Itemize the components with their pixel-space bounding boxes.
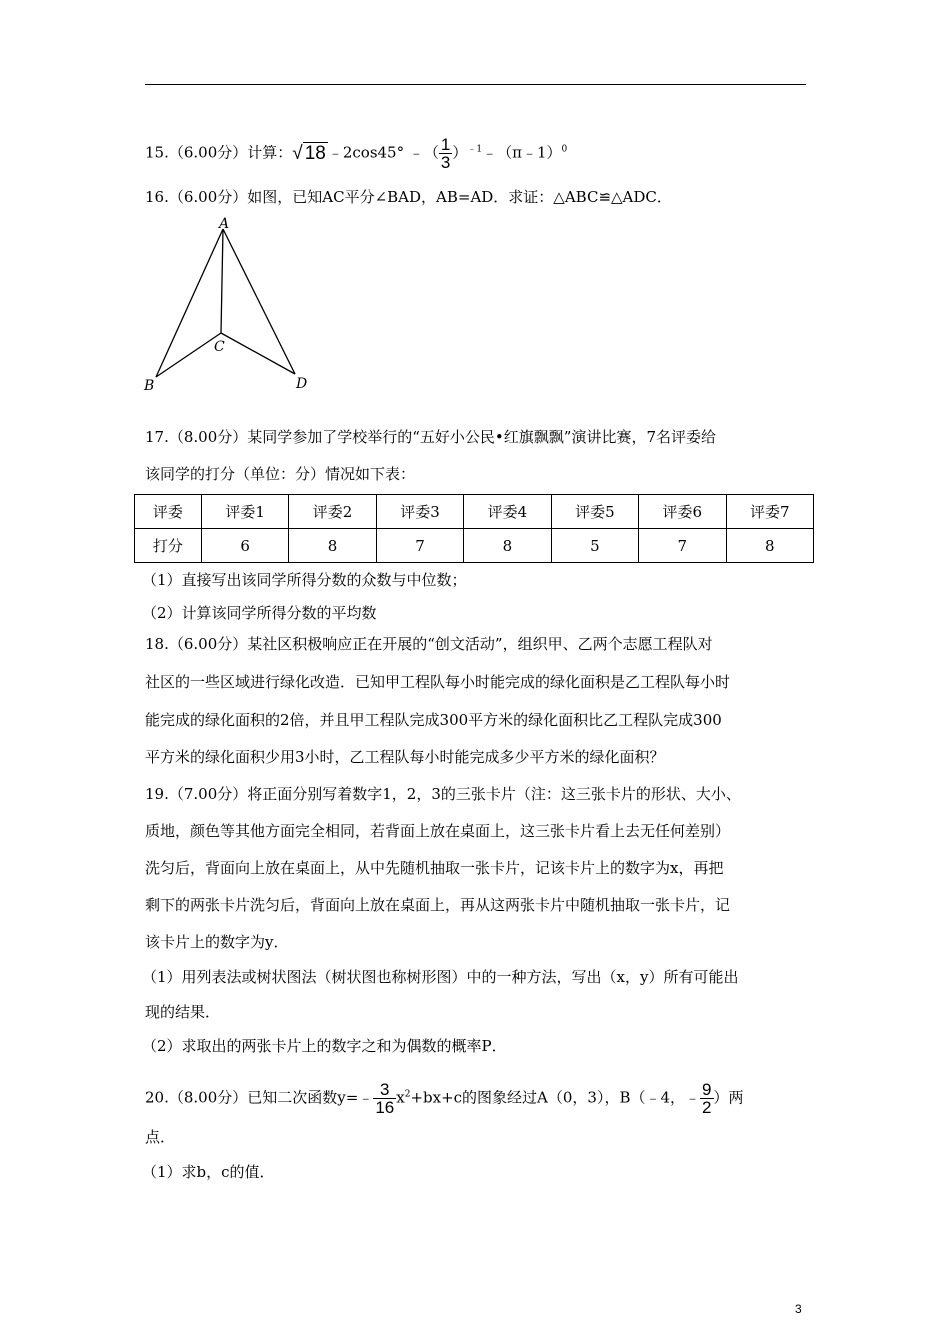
- triangle-figure: [140, 212, 320, 397]
- q18-line3: 能完成的绿化面积的2倍，并且甲工程队完成300平方米的绿化面积比乙工程队完成300: [145, 711, 722, 729]
- segment-ad: [223, 229, 295, 374]
- q17-line2: 该同学的打分（单位：分）情况如下表：: [145, 465, 416, 483]
- q18-line4: 平方米的绿化面积少用3小时，乙工程队每小时能完成多少平方米的绿化面积？: [145, 748, 665, 766]
- q19-line4: 剩下的两张卡片洗匀后，背面向上放在桌面上，再从这两张卡片中随机抽取一张卡片，记: [145, 896, 731, 914]
- header-rule: [145, 84, 806, 85]
- page-number: 3: [795, 1302, 802, 1316]
- q18-line1: 18.（6.00分）某社区积极响应正在开展的“创文活动”，组织甲、乙两个志愿工程队对: [145, 635, 713, 653]
- fraction-one-third: $\frac{1}{3}$: [440, 135, 451, 172]
- label-c: C: [214, 339, 225, 355]
- q19-sub2: （2）求取出的两张卡片上的数字之和为偶数的概率P．: [142, 1037, 507, 1055]
- fraction-9-2: $\frac{9}{2}$: [702, 1080, 712, 1117]
- label-b: B: [144, 378, 155, 394]
- label-a: A: [219, 216, 230, 232]
- q19-line3: 洗匀后，背面向上放在桌面上，从中先随机抽取一张卡片，记该卡片上的数字为x，再把: [145, 859, 724, 877]
- score-table: [134, 494, 814, 563]
- q17-sub2: （2）计算该同学所得分数的平均数: [142, 604, 377, 622]
- q18-line2: 社区的一些区域进行绿化改造．已知甲工程队每小时能完成的绿化面积是乙工程队每小时: [145, 673, 731, 691]
- segment-cd: [221, 333, 295, 374]
- q15-line: 15.（6.00分）计算：√ 18 ﹣2cos45° ﹣（ $\frac{1}{3}$ ）$^{﹣1}$﹣（π﹣1）$^0$: [145, 135, 568, 172]
- q20-sub1: （1）求b，c的值．: [142, 1163, 275, 1181]
- table-header-row: 评委 评委1 评委2 评委3 评委4 评委5 评委6 评委7: [135, 495, 814, 529]
- sqrt-expression: √ 18: [292, 142, 326, 164]
- q20-line2: 点．: [145, 1128, 176, 1146]
- fraction-3-16: $\frac{3}{16}$: [375, 1080, 395, 1117]
- q17-line1: 17.（8.00分）某同学参加了学校举行的“五好小公民•红旗飘飘”演讲比赛，7名评委给: [145, 428, 716, 446]
- q16-text: 16.（6.00分）如图，已知AC平分∠BAD，AB=AD．求证：△ABC≌△ADC．: [145, 188, 672, 206]
- table-row: 打分 6 8 7 8 5 7 8: [135, 529, 814, 563]
- q19-line5: 该卡片上的数字为y．: [145, 933, 289, 951]
- q20-line1: 20.（8.00分）已知二次函数y=﹣ $\frac{3}{16}$ $x^2+bx+c$的图象经过A（0，3），B（﹣4，﹣ $\frac{9}{2}$ ）两: [145, 1080, 744, 1117]
- q19-line2: 质地，颜色等其他方面完全相同，若背面上放在桌面上，这三张卡片看上去无任何差别）: [145, 822, 731, 840]
- q19-sub1b: 现的结果．: [145, 1003, 221, 1021]
- label-d: D: [296, 376, 308, 392]
- q19-sub1a: （1）用列表法或树状图法（树状图也称树形图）中的一种方法，写出（x，y）所有可能出: [142, 968, 739, 986]
- q17-sub1: （1）直接写出该同学所得分数的众数与中位数；: [142, 571, 467, 589]
- q19-line1: 19.（7.00分）将正面分别写着数字1，2，3的三张卡片（注：这三张卡片的形状、大小、: [145, 785, 741, 803]
- segment-ac: [221, 229, 223, 333]
